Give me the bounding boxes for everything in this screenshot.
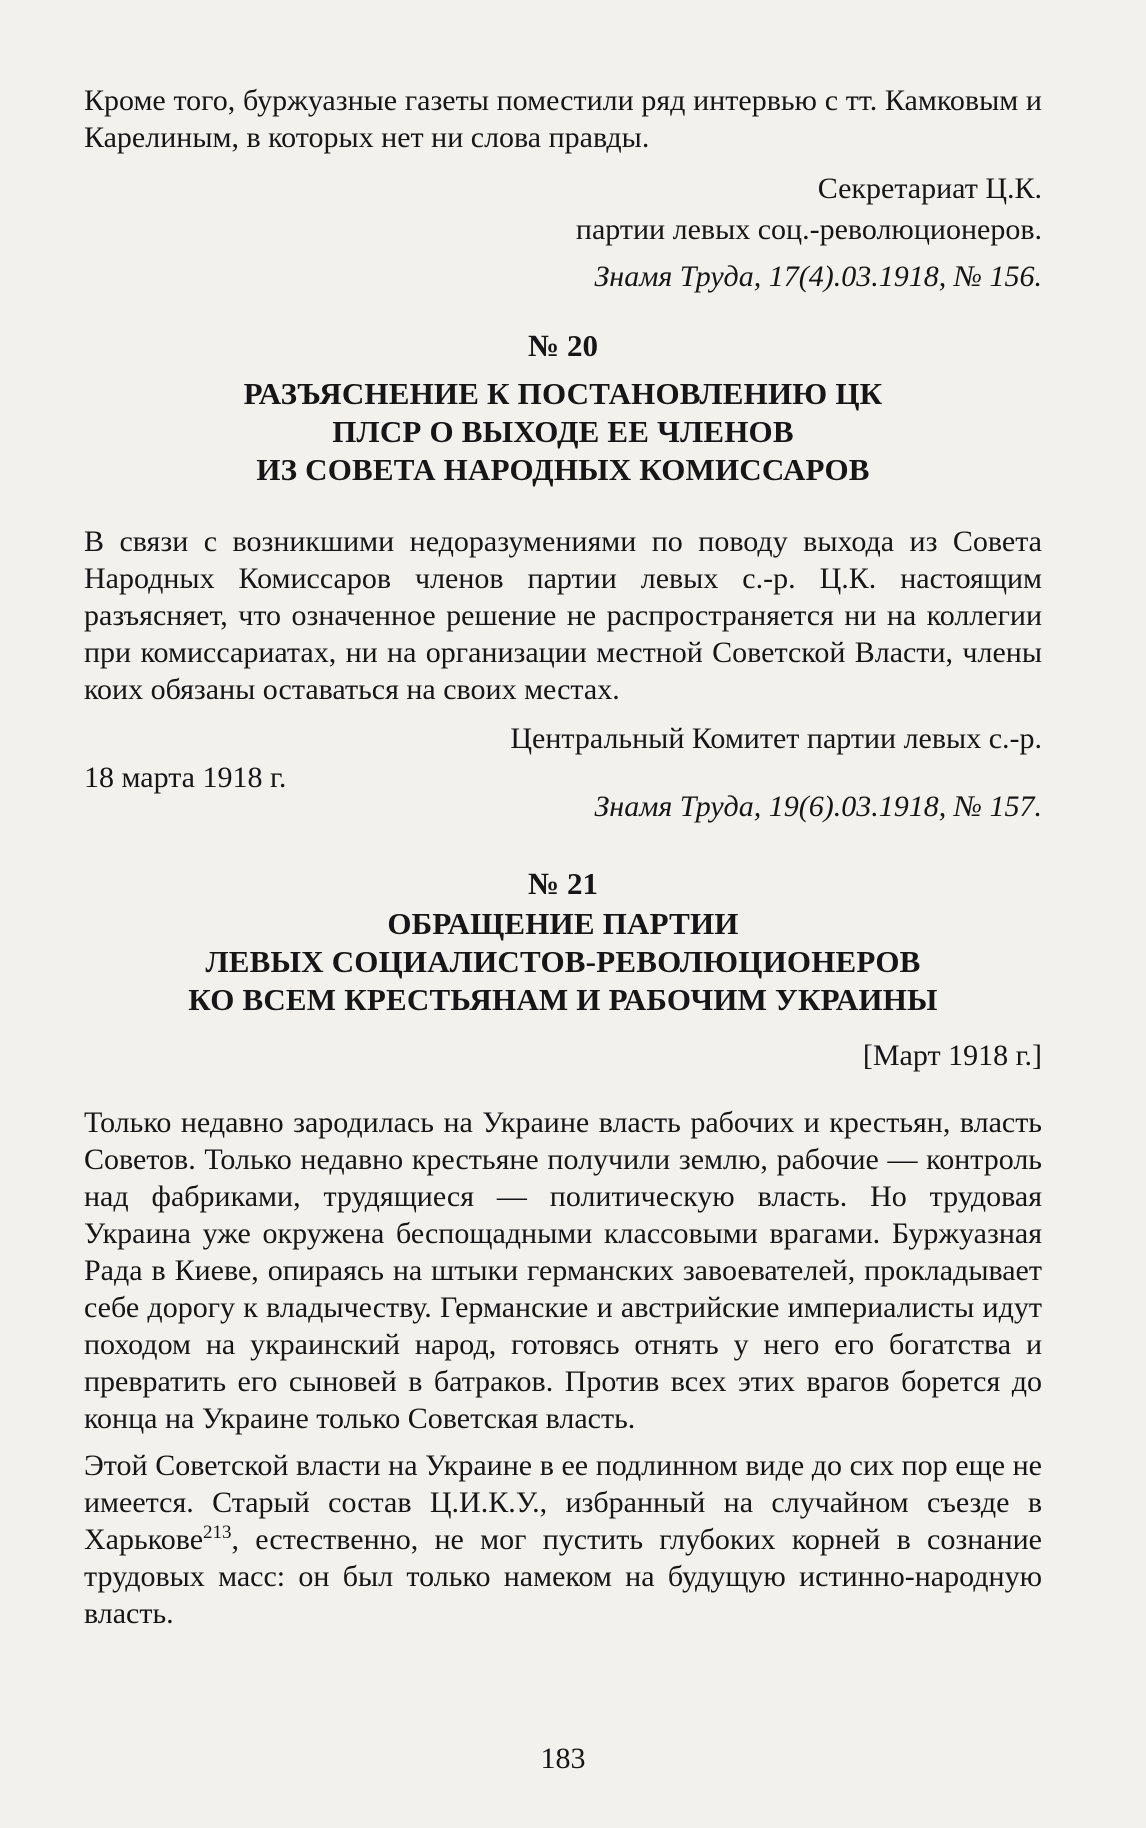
intro-paragraph: Кроме того, буржуазные газеты поместили ряд интервью с тт. Камковым и Карелиным, в которых нет ни слова правды. xyxy=(84,84,1042,154)
doc20-source: Знамя Труда, 19(6).03.1918, № 157. xyxy=(594,790,1042,823)
doc20-date: 18 марта 1918 г. xyxy=(84,761,287,794)
doc21-paragraph-1: Только недавно зародилась на Украине власть рабочих и крестьян, власть Советов. Только недавно крестьяне получили землю, рабочие — контроль над фабриками, трудящиеся — политическую власть. Но трудовая Украина уже окружена беспощадными классовыми врагами. Буржуазная Рада в Киеве, опираясь на штыки германских завоевателей, прокладывает себе дорогу к владычеству. Германские и австрийские империалисты идут походом на украинский народ, готовясь отнять у него его богатства и превратить его сыновей в батраков. Против всех этих врагов борется до конца на Украине только Советская власть. xyxy=(84,1106,1042,1435)
doc21-title-line3: КО ВСЕМ КРЕСТЬЯНАМ И РАБОЧИМ УКРАИНЫ xyxy=(188,982,938,1017)
doc21-paragraph-2 xyxy=(84,1447,1042,1632)
doc21-paragraph-2-end: , естественно, не мог пустить глубоких корней в сознание трудовых масс: он был только намеком на будущую истинно-народную власть. xyxy=(84,1523,1042,1630)
page-number: 183 xyxy=(540,1742,586,1775)
doc20-number: № 20 xyxy=(528,328,598,363)
doc20-signature: Центральный Комитет партии левых с.-р. xyxy=(510,722,1042,755)
doc20-title-line1: РАЗЪЯСНЕНИЕ К ПОСТАНОВЛЕНИЮ ЦК xyxy=(243,376,883,411)
footnote-reference: 213 xyxy=(203,1522,232,1543)
document-page xyxy=(84,82,1042,1812)
doc21-title-line1: ОБРАЩЕНИЕ ПАРТИИ xyxy=(387,906,739,941)
doc20-title-line2: ПЛСР О ВЫХОДЕ ЕЕ ЧЛЕНОВ xyxy=(332,414,794,449)
intro-signature-line2: партии левых соц.-революционеров. xyxy=(575,213,1042,246)
intro-signature-line1: Секретариат Ц.К. xyxy=(817,172,1042,205)
doc21-number: № 21 xyxy=(528,866,598,901)
intro-source: Знамя Труда, 17(4).03.1918, № 156. xyxy=(594,260,1042,293)
doc21-title-line2: ЛЕВЫХ СОЦИАЛИСТОВ-РЕВОЛЮЦИОНЕРОВ xyxy=(205,944,921,979)
doc21-paragraph-2-start: Этой Советской власти на Украине в ее подлинном виде до сих пор еще не имеется. Старый состав Ц.И.К.У., избранный на случайном съезде в Харькове xyxy=(84,1449,1042,1556)
doc20-title-line3: ИЗ СОВЕТА НАРОДНЫХ КОМИССАРОВ xyxy=(256,452,870,487)
doc20-body: В связи с возникшими недоразумениями по поводу выхода из Совета Народных Комиссаров членов партии левых с.-р. Ц.К. настоящим разъясняет, что означенное решение не распространяется ни на коллегии при комиссариатах, ни на организации местной Советской Власти, члены коих обязаны оставаться на своих местах. xyxy=(84,525,1042,706)
doc21-date: [Март 1918 г.] xyxy=(862,1039,1042,1072)
